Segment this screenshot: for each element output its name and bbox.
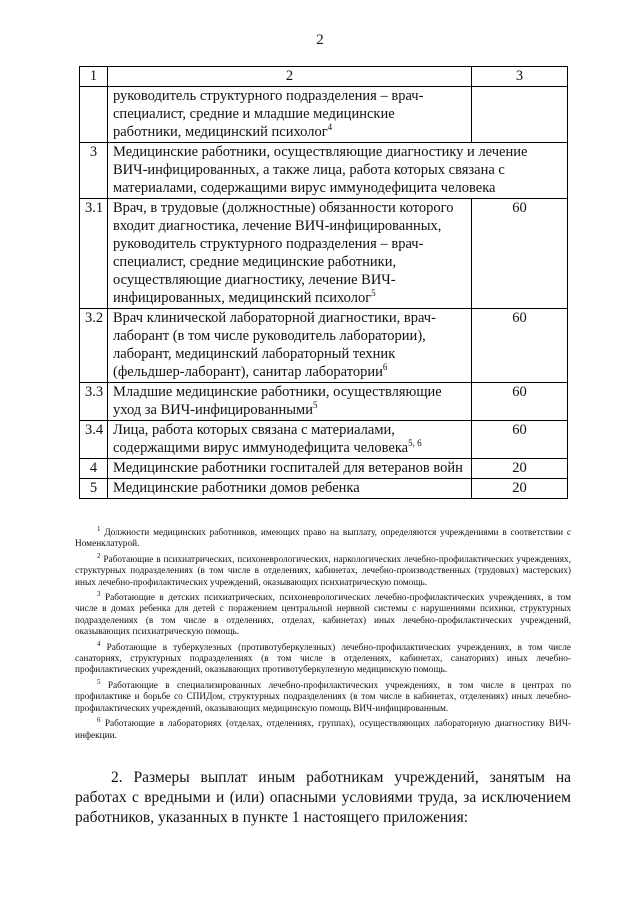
row-description: Младшие медицинские работники, осуществляющие уход за ВИЧ-инфицированными$^5$ xyxy=(108,383,472,421)
row-value: 20 xyxy=(472,459,568,479)
row-number xyxy=(80,87,108,143)
page-number: 2 xyxy=(316,32,324,48)
row-value: 60 xyxy=(472,421,568,459)
table-row xyxy=(80,309,568,383)
payments-table xyxy=(79,66,568,499)
row-value: 60 xyxy=(472,383,568,421)
footnote: $^4$ Работающие в туберкулезных (противотуберкулезных) лечебно-профилактических учреждениях, в том числе санаториях, структурных подразделениях (в том числе в отделениях, кабинетах, санаториях) иных лечебно-профилактических учреждений, оказывающих противотуберкулезную медицинскую помощь. xyxy=(75,639,571,676)
row-number: 3.2 xyxy=(80,309,108,383)
table-row xyxy=(80,199,568,309)
row-description: Медицинские работники, осуществляющие диагностику и лечение ВИЧ-инфицированных, а также лица, работа которых связана с материалами, содержащими вирус иммунодефицита человека xyxy=(108,143,568,199)
row-number: 5 xyxy=(80,479,108,499)
table-row xyxy=(80,459,568,479)
header-col-3: 3 xyxy=(472,67,568,87)
row-description: Лица, работа которых связана с материалами, содержащими вирус иммунодефицита человека$^{5, 6}$ xyxy=(108,421,472,459)
header-col-2: 2 xyxy=(108,67,472,87)
table-row xyxy=(80,383,568,421)
footnote: $^1$ Должности медицинских работников, имеющих право на выплату, определяются учреждениями в соответствии с Номенклатурой. xyxy=(75,524,571,550)
row-description: Медицинские работники госпиталей для ветеранов войн xyxy=(108,459,472,479)
row-description: Медицинские работники домов ребенка xyxy=(108,479,472,499)
row-description: Врач клинической лабораторной диагностики, врач-лаборант (в том числе руководитель лаборатории), лаборант, медицинский лабораторный техник (фельдшер-лаборант), санитар лаборатории$^6$ xyxy=(108,309,472,383)
table-row xyxy=(80,479,568,499)
row-description: руководитель структурного подразделения – врач-специалист, средние и младшие медицинские работники, медицинский психолог$^4$ xyxy=(108,87,472,143)
row-number: 3 xyxy=(80,143,108,199)
row-number: 3.3 xyxy=(80,383,108,421)
row-number: 4 xyxy=(80,459,108,479)
row-number: 3.1 xyxy=(80,199,108,309)
table-row xyxy=(80,87,568,143)
footnote: $^6$ Работающие в лабораториях (отделах, отделениях, группах), осуществляющих лабораторную диагностику ВИЧ-инфекции. xyxy=(75,716,571,741)
row-number: 3.4 xyxy=(80,421,108,459)
section-paragraph: 2. Размеры выплат иным работникам учреждений, занятым на работах с вредными и (или) опасными условиями труда, за исключением работников, указанных в пункте 1 настоящего приложения: xyxy=(75,769,571,826)
header-col-1: 1 xyxy=(80,67,108,87)
footnote: $^2$ Работающие в психиатрических, психоневрологических, наркологических лечебно-профилактических учреждениях, структурных подразделениях (в том числе в отделениях, кабинетах, лечебно-производственных (трудовых) мастерских) иных лечебно-профилактических учреждений, оказывающих психиатрическую помощь. xyxy=(75,551,571,588)
footnote: $^3$ Работающие в детских психиатрических, психоневрологических лечебно-профилактических учреждениях, в том числе в домах ребенка для детей с поражением центральной нервной системы с нарушениями психики, структурных подразделениях (в том числе в отделениях, отделах, кабинетах) иных лечебно-профилактических учреждений, оказывающих психиатрическую помощь. xyxy=(75,589,571,638)
footnotes xyxy=(75,524,572,746)
table-row xyxy=(80,421,568,459)
footnote: $^5$ Работающие в специализированных лечебно-профилактических учреждениях, в том числе в центрах по профилактике и борьбе со СПИДом, структурных подразделениях (в том числе в кабинетах, отделениях) иных лечебно-профилактических учреждений, оказывающих медицинскую помощь ВИЧ-инфицированным. xyxy=(75,677,572,714)
row-value: 60 xyxy=(472,199,568,309)
table-row xyxy=(80,143,568,199)
row-description: Врач, в трудовые (должностные) обязанности которого входит диагностика, лечение ВИЧ-инфицированных, руководитель структурного подразделения – врач-специалист, средние медицинские работники, осуществляющие диагностику, лечение ВИЧ-инфицированных, медицинский психолог$^5$ xyxy=(108,199,472,309)
row-value xyxy=(472,87,568,143)
table-header-row xyxy=(80,67,568,87)
row-value: 60 xyxy=(472,309,568,383)
row-value: 20 xyxy=(472,479,568,499)
